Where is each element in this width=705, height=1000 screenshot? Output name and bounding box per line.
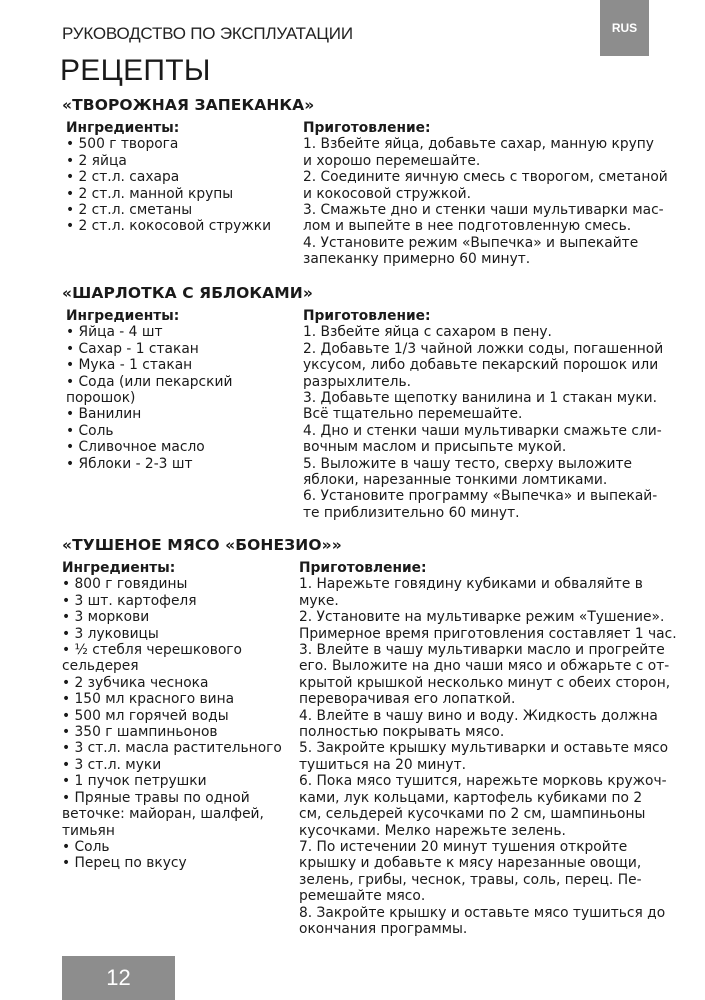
- step-line: 6. Пока мясо тушится, нарежьте морковь кружоч-: [299, 773, 667, 790]
- page-title: РЕЦЕПТЫ: [60, 54, 211, 87]
- step-line: переворачивая его лопаткой.: [299, 691, 516, 708]
- ingredient-item: • Сливочное масло: [66, 439, 205, 456]
- step-line: крышку и добавьте к мясу нарезанные овощи,: [299, 855, 642, 872]
- step-line: кусочками. Мелко нарежьте зелень.: [299, 822, 566, 839]
- steps-list: [303, 120, 668, 268]
- ingredient-item: • 2 ст.л. манной крупы: [66, 185, 234, 202]
- recipe-title: «ТУШЕНОЕ МЯСО «БОНЕЗИО»»: [62, 536, 342, 554]
- step-line: запеканку примерно 60 минут.: [303, 251, 531, 268]
- page-number: 12: [62, 956, 175, 1000]
- ingredient-item: • 3 шт. картофеля: [62, 592, 197, 609]
- step-line: полностью покрывать мясо.: [299, 724, 505, 741]
- step-line: его. Выложите на дно чаши мясо и обжарьте с от-: [299, 658, 670, 675]
- step-line: 1. Взбейте яйца, добавьте сахар, манную крупу: [303, 136, 654, 153]
- ingredient-item: • 3 ст.л. муки: [62, 756, 162, 773]
- step-line: муке.: [299, 592, 339, 609]
- ingredient-item: веточке: майоран, шалфей,: [62, 806, 264, 823]
- ingredients-heading: Ингредиенты:: [62, 560, 176, 576]
- step-line: лом и выпейте в нее подготовленную смесь.: [303, 218, 632, 235]
- step-line: Всё тщательно перемешайте.: [303, 406, 523, 423]
- steps-list: [303, 308, 664, 521]
- step-line: те приблизительно 60 минут.: [303, 504, 520, 521]
- step-line: тушиться на 20 минут.: [299, 756, 467, 773]
- ingredients-list: [62, 560, 292, 872]
- step-line: 2. Установите на мультиварке режим «Тушение».: [299, 609, 665, 626]
- ingredient-item: • 350 г шампиньонов: [62, 724, 218, 741]
- ingredient-item: • Соль: [62, 838, 110, 855]
- ingredient-item: порошок): [66, 390, 136, 407]
- steps-list: [299, 560, 677, 937]
- ingredient-item: • 150 мл красного вина: [62, 691, 235, 708]
- ingredients-list: [66, 120, 291, 235]
- ingredient-item: • ½ стебля черешкового: [62, 642, 242, 659]
- ingredient-item: • Яблоки - 2-3 шт: [66, 455, 193, 472]
- step-line: 8. Закройте крышку и оставьте мясо тушиться до: [299, 904, 666, 921]
- steps-heading: Приготовление:: [299, 560, 427, 576]
- step-line: 4. Влейте в чашу вино и воду. Жидкость должна: [299, 707, 658, 724]
- language-badge: RUS: [600, 0, 649, 56]
- step-line: яблоки, нарезанные тонкими ломтиками.: [303, 472, 608, 489]
- ingredient-item: • 3 ст.л. масла растительного: [62, 740, 282, 757]
- ingredient-item: • Сахар - 1 стакан: [66, 340, 199, 357]
- step-line: 2. Добавьте 1/3 чайной ложки соды, погашенной: [303, 340, 664, 357]
- ingredient-item: • 800 г говядины: [62, 576, 188, 593]
- ingredients-heading: Ингредиенты:: [66, 120, 180, 136]
- ingredient-item: • 500 мл горячей воды: [62, 707, 229, 724]
- step-line: 2. Соедините яичную смесь с творогом, сметаной: [303, 169, 668, 186]
- step-line: 4. Установите режим «Выпечка» и выпекайте: [303, 234, 639, 251]
- step-line: вочным маслом и присыпьте мукой.: [303, 439, 567, 456]
- ingredients-list: [66, 308, 291, 472]
- step-line: 3. Влейте в чашу мультиварки масло и прогрейте: [299, 642, 665, 659]
- step-line: Примерное время приготовления составляет 1 час.: [299, 625, 677, 642]
- header-title: РУКОВОДСТВО ПО ЭКСПЛУАТАЦИИ: [62, 24, 353, 43]
- ingredients-heading: Ингредиенты:: [66, 308, 180, 324]
- step-line: 4. Дно и стенки чаши мультиварки смажьте сли-: [303, 422, 662, 439]
- step-line: 5. Выложите в чашу тесто, сверху выложите: [303, 455, 633, 472]
- ingredient-item: • Мука - 1 стакан: [66, 357, 193, 374]
- recipe-title: «ТВОРОЖНАЯ ЗАПЕКАНКА»: [62, 96, 315, 114]
- step-line: ками, лук кольцами, картофель кубиками по 2: [299, 789, 643, 806]
- step-line: ремешайте мясо.: [299, 888, 426, 905]
- step-line: см, сельдерей кусочками по 2 см, шампиньоны: [299, 806, 646, 823]
- ingredient-item: • Перец по вкусу: [62, 855, 187, 872]
- step-line: зелень, грибы, чеснок, травы, соль, перец. Пе-: [299, 871, 642, 888]
- step-line: 7. По истечении 20 минут тушения откройте: [299, 838, 628, 855]
- ingredient-item: • 2 ст.л. сахара: [66, 169, 180, 186]
- step-line: и хорошо перемешайте.: [303, 152, 481, 169]
- step-line: 6. Установите программу «Выпечка» и выпекай-: [303, 488, 658, 505]
- ingredient-item: • 500 г творога: [66, 136, 179, 153]
- ingredient-item: • Соль: [66, 422, 114, 439]
- ingredient-item: • Яйца - 4 шт: [66, 324, 163, 341]
- ingredient-item: • 2 яйца: [66, 152, 127, 169]
- ingredient-item: сельдерея: [62, 658, 139, 675]
- ingredient-item: • Пряные травы по одной: [62, 789, 250, 806]
- ingredient-item: • 2 зубчика чеснока: [62, 674, 209, 691]
- step-line: крытой крышкой несколько минут с обеих сторон,: [299, 674, 671, 691]
- ingredient-item: • Сода (или пекарский: [66, 373, 233, 390]
- ingredient-item: • 3 моркови: [62, 609, 150, 626]
- ingredient-item: • 2 ст.л. кокосовой стружки: [66, 218, 272, 235]
- step-line: 1. Взбейте яйца с сахаром в пену.: [303, 324, 552, 341]
- step-line: уксусом, либо добавьте пекарский порошок или: [303, 357, 659, 374]
- ingredient-item: • 1 пучок петрушки: [62, 773, 207, 790]
- step-line: разрыхлитель.: [303, 373, 412, 390]
- ingredient-item: тимьян: [62, 822, 115, 839]
- ingredient-item: • Ванилин: [66, 406, 142, 423]
- step-line: 1. Нарежьте говядину кубиками и обваляйте в: [299, 576, 643, 593]
- recipe-title: «ШАРЛОТКА С ЯБЛОКАМИ»: [62, 284, 313, 302]
- steps-heading: Приготовление:: [303, 120, 431, 136]
- step-line: 3. Добавьте щепотку ванилина и 1 стакан муки.: [303, 390, 658, 407]
- step-line: и кокосовой стружкой.: [303, 185, 471, 202]
- step-line: 5. Закройте крышку мультиварки и оставьте мясо: [299, 740, 669, 757]
- ingredient-item: • 2 ст.л. сметаны: [66, 202, 193, 219]
- step-line: окончания программы.: [299, 920, 468, 937]
- ingredient-item: • 3 луковицы: [62, 625, 159, 642]
- step-line: 3. Смажьте дно и стенки чаши мультиварки мас-: [303, 202, 664, 219]
- steps-heading: Приготовление:: [303, 308, 431, 324]
